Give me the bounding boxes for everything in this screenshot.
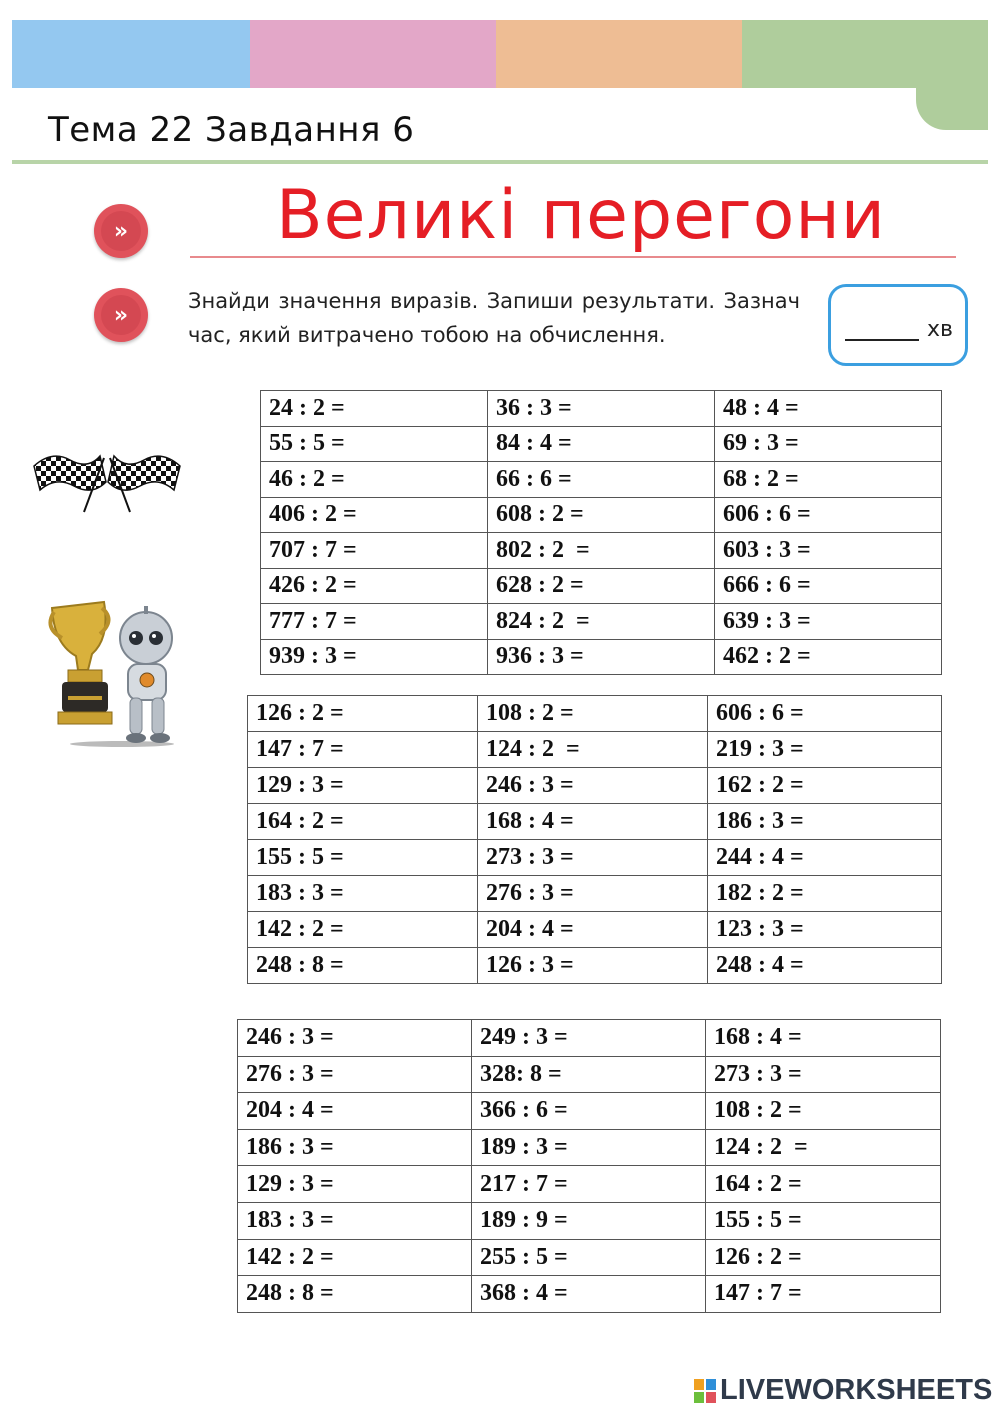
table-row	[238, 1093, 941, 1130]
header-band-orange	[496, 20, 742, 88]
expression-cell[interactable]: 126 : 2 =	[248, 696, 478, 732]
expression-cell[interactable]: 66 : 6 =	[488, 462, 715, 498]
table-row	[248, 912, 942, 948]
table-row	[238, 1056, 941, 1093]
expression-cell[interactable]: 628 : 2 =	[488, 568, 715, 604]
expression-cell[interactable]: 189 : 3 =	[472, 1129, 706, 1166]
expression-cell[interactable]: 46 : 2 =	[261, 462, 488, 498]
expression-cell[interactable]: 939 : 3 =	[261, 639, 488, 675]
expression-cell[interactable]: 186 : 3 =	[708, 804, 942, 840]
expression-cell[interactable]: 142 : 2 =	[248, 912, 478, 948]
table-row	[238, 1202, 941, 1239]
table-row	[261, 639, 942, 675]
expression-cell[interactable]: 802 : 2 =	[488, 533, 715, 569]
header-band-blue	[12, 20, 250, 88]
expression-cell[interactable]: 168 : 4 =	[478, 804, 708, 840]
expression-cell[interactable]: 129 : 3 =	[238, 1166, 472, 1203]
expression-cell[interactable]: 155 : 5 =	[706, 1202, 941, 1239]
robot-trophy-icon	[48, 598, 188, 748]
expression-cell[interactable]: 608 : 2 =	[488, 497, 715, 533]
expression-cell[interactable]: 244 : 4 =	[708, 840, 942, 876]
time-unit-label: хв	[927, 317, 953, 342]
theme-label: Тема 22 Завдання 6	[48, 110, 415, 150]
arrow-badge-icon: »	[94, 288, 148, 342]
expression-cell[interactable]: 189 : 9 =	[472, 1202, 706, 1239]
expression-cell[interactable]: 168 : 4 =	[706, 1020, 941, 1057]
table-row	[248, 696, 942, 732]
table-row	[261, 391, 942, 427]
expression-cell[interactable]: 183 : 3 =	[238, 1202, 472, 1239]
table-row	[261, 533, 942, 569]
expression-cell[interactable]: 936 : 3 =	[488, 639, 715, 675]
table-row	[261, 497, 942, 533]
table-row	[248, 804, 942, 840]
header-band-pink	[250, 20, 496, 88]
expression-cell[interactable]: 273 : 3 =	[706, 1056, 941, 1093]
expression-cell[interactable]: 217 : 7 =	[472, 1166, 706, 1203]
expression-cell[interactable]: 462 : 2 =	[715, 639, 942, 675]
expression-cell[interactable]: 108 : 2 =	[478, 696, 708, 732]
table-row	[238, 1129, 941, 1166]
liveworksheets-logo-text: LIVEWORKSHEETS	[720, 1374, 993, 1406]
expression-cell[interactable]: 248 : 8 =	[238, 1276, 472, 1313]
expression-cell[interactable]: 406 : 2 =	[261, 497, 488, 533]
expression-cell[interactable]: 273 : 3 =	[478, 840, 708, 876]
table-row	[261, 604, 942, 640]
expression-cell[interactable]: 129 : 3 =	[248, 768, 478, 804]
expression-cell[interactable]: 426 : 2 =	[261, 568, 488, 604]
expression-cell[interactable]: 186 : 3 =	[238, 1129, 472, 1166]
expression-cell[interactable]: 248 : 4 =	[708, 948, 942, 984]
expression-cell[interactable]: 666 : 6 =	[715, 568, 942, 604]
time-input-blank[interactable]	[845, 339, 919, 341]
liveworksheets-logo	[694, 1374, 992, 1407]
expression-cell[interactable]: 48 : 4 =	[715, 391, 942, 427]
table-row	[248, 948, 942, 984]
expression-cell[interactable]: 603 : 3 =	[715, 533, 942, 569]
page-title: Великі перегони	[276, 176, 886, 255]
table-row	[248, 732, 942, 768]
expression-cell[interactable]: 147 : 7 =	[706, 1276, 941, 1313]
expression-cell[interactable]: 108 : 2 =	[706, 1093, 941, 1130]
expressions-table-3	[237, 1019, 941, 1313]
expression-cell[interactable]: 606 : 6 =	[715, 497, 942, 533]
expression-cell[interactable]: 155 : 5 =	[248, 840, 478, 876]
table-row	[261, 462, 942, 498]
arrow-badge-icon: »	[94, 204, 148, 258]
instruction-text: Знайди значення виразів. Запиши результати. Зазнач час, який витрачено тобою на обчислення.	[188, 289, 800, 347]
table-row	[238, 1020, 941, 1057]
table-row	[238, 1239, 941, 1276]
expression-cell[interactable]: 606 : 6 =	[708, 696, 942, 732]
table-row	[238, 1166, 941, 1203]
expressions-table-2	[247, 695, 942, 984]
expression-cell[interactable]: 183 : 3 =	[248, 876, 478, 912]
expression-cell[interactable]: 276 : 3 =	[238, 1056, 472, 1093]
expression-cell[interactable]: 204 : 4 =	[238, 1093, 472, 1130]
expressions-table-1	[260, 390, 942, 675]
table-row	[248, 768, 942, 804]
expression-cell[interactable]: 182 : 2 =	[708, 876, 942, 912]
expression-cell[interactable]: 276 : 3 =	[478, 876, 708, 912]
expression-cell[interactable]: 777 : 7 =	[261, 604, 488, 640]
expression-cell[interactable]: 249 : 3 =	[472, 1020, 706, 1057]
table-row	[261, 426, 942, 462]
expression-cell[interactable]: 147 : 7 =	[248, 732, 478, 768]
header-green-tab	[916, 88, 988, 130]
expression-cell[interactable]: 368 : 4 =	[472, 1276, 706, 1313]
expression-cell[interactable]: 164 : 2 =	[706, 1166, 941, 1203]
checkered-flags-icon	[26, 436, 188, 516]
expression-cell[interactable]: 248 : 8 =	[248, 948, 478, 984]
expression-cell[interactable]: 55 : 5 =	[261, 426, 488, 462]
expression-cell[interactable]: 24 : 2 =	[261, 391, 488, 427]
expression-cell[interactable]: 366 : 6 =	[472, 1093, 706, 1130]
expression-cell[interactable]: 255 : 5 =	[472, 1239, 706, 1276]
expression-cell[interactable]: 69 : 3 =	[715, 426, 942, 462]
expression-cell[interactable]: 219 : 3 =	[708, 732, 942, 768]
expression-cell[interactable]: 68 : 2 =	[715, 462, 942, 498]
expression-cell[interactable]: 124 : 2 =	[706, 1129, 941, 1166]
expression-cell[interactable]: 36 : 3 =	[488, 391, 715, 427]
time-box	[828, 284, 968, 366]
title-underline	[190, 256, 956, 258]
table-row	[261, 568, 942, 604]
expression-cell[interactable]: 84 : 4 =	[488, 426, 715, 462]
expression-cell[interactable]: 142 : 2 =	[238, 1239, 472, 1276]
expression-cell[interactable]: 639 : 3 =	[715, 604, 942, 640]
expression-cell[interactable]: 162 : 2 =	[708, 768, 942, 804]
expression-cell[interactable]: 707 : 7 =	[261, 533, 488, 569]
expression-cell[interactable]: 824 : 2 =	[488, 604, 715, 640]
expression-cell[interactable]: 126 : 3 =	[478, 948, 708, 984]
expression-cell[interactable]: 246 : 3 =	[478, 768, 708, 804]
expression-cell[interactable]: 204 : 4 =	[478, 912, 708, 948]
table-row	[248, 840, 942, 876]
expression-cell[interactable]: 124 : 2 =	[478, 732, 708, 768]
expression-cell[interactable]: 126 : 2 =	[706, 1239, 941, 1276]
expression-cell[interactable]: 246 : 3 =	[238, 1020, 472, 1057]
expression-cell[interactable]: 328: 8 =	[472, 1056, 706, 1093]
expression-cell[interactable]: 123 : 3 =	[708, 912, 942, 948]
expression-cell[interactable]: 164 : 2 =	[248, 804, 478, 840]
table-row	[248, 876, 942, 912]
table-row	[238, 1276, 941, 1313]
liveworksheets-logo-icon	[694, 1379, 716, 1403]
